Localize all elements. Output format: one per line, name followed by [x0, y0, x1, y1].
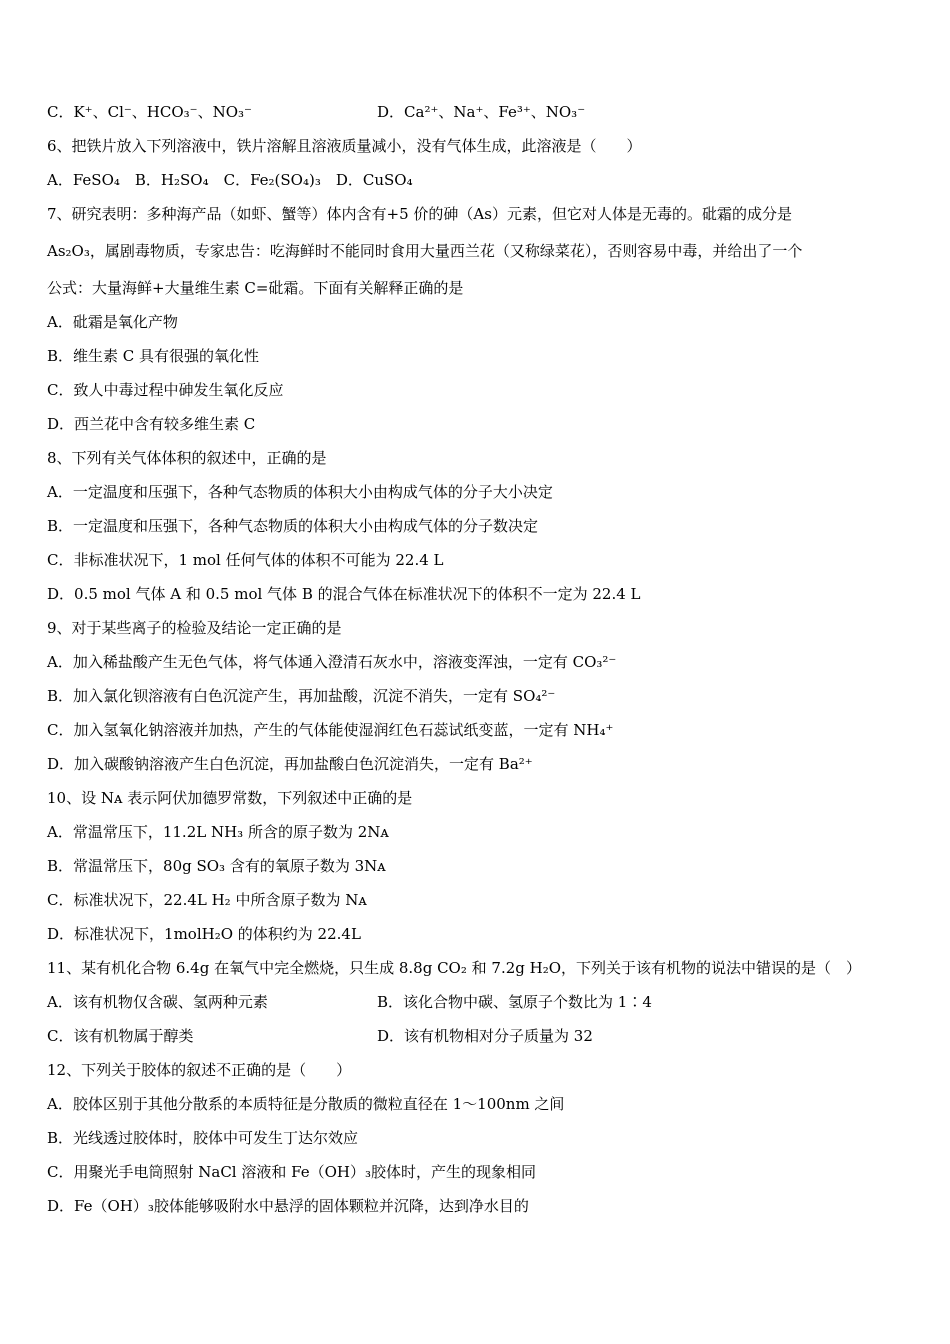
q6-options: A．FeSO₄ B．H₂SO₄ C．Fe₂(SO₄)₃ D．CuSO₄ — [47, 171, 413, 189]
q11-option-d: D．该有机物相对分子质量为 32 — [377, 1027, 593, 1045]
q11-options-row-2 — [47, 1021, 910, 1051]
q5-option-d: D．Ca²⁺、Na⁺、Fe³⁺、NO₃⁻ — [377, 103, 586, 121]
q7-option-c: C．致人中毒过程中砷发生氧化反应 — [47, 381, 284, 399]
q8-option-c: C．非标准状况下，1 mol 任何气体的体积不可能为 22.4 L — [47, 551, 444, 569]
q7-stem-line-1: 7、研究表明：多种海产品（如虾、蟹等）体内含有+5 价的砷（As）元素，但它对人体是无毒的。砒霜的成分是 — [47, 205, 792, 223]
q11-option-b: B．该化合物中碳、氢原子个数比为 1∶4 — [377, 993, 652, 1011]
q9-option-c: C．加入氢氧化钠溶液并加热，产生的气体能使湿润红色石蕊试纸变蓝，一定有 NH₄⁺ — [47, 721, 614, 739]
q11-stem: 11、某有机化合物 6.4g 在氧气中完全燃烧，只生成 8.8g CO₂ 和 7.2g H₂O，下列关于该有机物的说法中错误的是（ ） — [47, 959, 862, 977]
q7-stem-line-3: 公式：大量海鲜+大量维生素 C=砒霜。下面有关解释正确的是 — [47, 279, 464, 297]
q12-option-d: D．Fe（OH）₃胶体能够吸附水中悬浮的固体颗粒并沉降，达到净水目的 — [47, 1197, 529, 1215]
q8-option-d: D．0.5 mol 气体 A 和 0.5 mol 气体 B 的混合气体在标准状况下的体积不一定为 22.4 L — [47, 585, 641, 603]
q7-stem-line-2: As₂O₃，属剧毒物质，专家忠告：吃海鲜时不能同时食用大量西兰花（又称绿菜花），否则容易中毒，并给出了一个 — [47, 242, 803, 260]
q7-option-b: B．维生素 C 具有很强的氧化性 — [47, 347, 260, 365]
q7-option-d: D．西兰花中含有较多维生素 C — [47, 415, 256, 433]
q10-option-c: C．标准状况下，22.4L H₂ 中所含原子数为 Nᴀ — [47, 891, 367, 909]
q9-option-d: D．加入碳酸钠溶液产生白色沉淀，再加盐酸白色沉淀消失，一定有 Ba²⁺ — [47, 755, 533, 773]
q7-option-a: A．砒霜是氧化产物 — [47, 313, 178, 331]
q10-option-b: B．常温常压下，80g SO₃ 含有的氧原子数为 3Nᴀ — [47, 857, 386, 875]
q10-option-d: D．标准状况下，1molH₂O 的体积约为 22.4L — [47, 925, 361, 943]
q10-stem: 10、设 Nᴀ 表示阿伏加德罗常数，下列叙述中正确的是 — [47, 789, 413, 807]
q8-option-a: A．一定温度和压强下，各种气态物质的体积大小由构成气体的分子大小决定 — [47, 483, 553, 501]
q12-option-a: A．胶体区别于其他分散系的本质特征是分散质的微粒直径在 1～100nm 之间 — [47, 1095, 565, 1113]
q10-option-a: A．常温常压下，11.2L NH₃ 所含的原子数为 2Nᴀ — [47, 823, 389, 841]
q11-option-a: A．该有机物仅含碳、氢两种元素 — [47, 993, 268, 1011]
q11-options-row-1 — [47, 987, 910, 1017]
q9-stem: 9、对于某些离子的检验及结论一定正确的是 — [47, 619, 342, 637]
q5-option-c: C．K⁺、Cl⁻、HCO₃⁻、NO₃⁻ — [47, 103, 252, 121]
q5-options-row — [47, 97, 910, 127]
q12-stem: 12、下列关于胶体的叙述不正确的是（ ） — [47, 1061, 352, 1079]
q9-option-a: A．加入稀盐酸产生无色气体，将气体通入澄清石灰水中，溶液变浑浊，一定有 CO₃²⁻ — [47, 653, 617, 671]
q8-stem: 8、下列有关气体体积的叙述中，正确的是 — [47, 449, 327, 467]
q12-option-c: C．用聚光手电筒照射 NaCl 溶液和 Fe（OH）₃胶体时，产生的现象相同 — [47, 1163, 536, 1181]
q11-option-c: C．该有机物属于醇类 — [47, 1027, 194, 1045]
q8-option-b: B．一定温度和压强下，各种气态物质的体积大小由构成气体的分子数决定 — [47, 517, 539, 535]
q6-stem: 6、把铁片放入下列溶液中，铁片溶解且溶液质量减小，没有气体生成，此溶液是（ ） — [47, 137, 642, 155]
q9-option-b: B．加入氯化钡溶液有白色沉淀产生，再加盐酸，沉淀不消失，一定有 SO₄²⁻ — [47, 687, 556, 705]
q12-option-b: B．光线透过胶体时，胶体中可发生丁达尔效应 — [47, 1129, 359, 1147]
